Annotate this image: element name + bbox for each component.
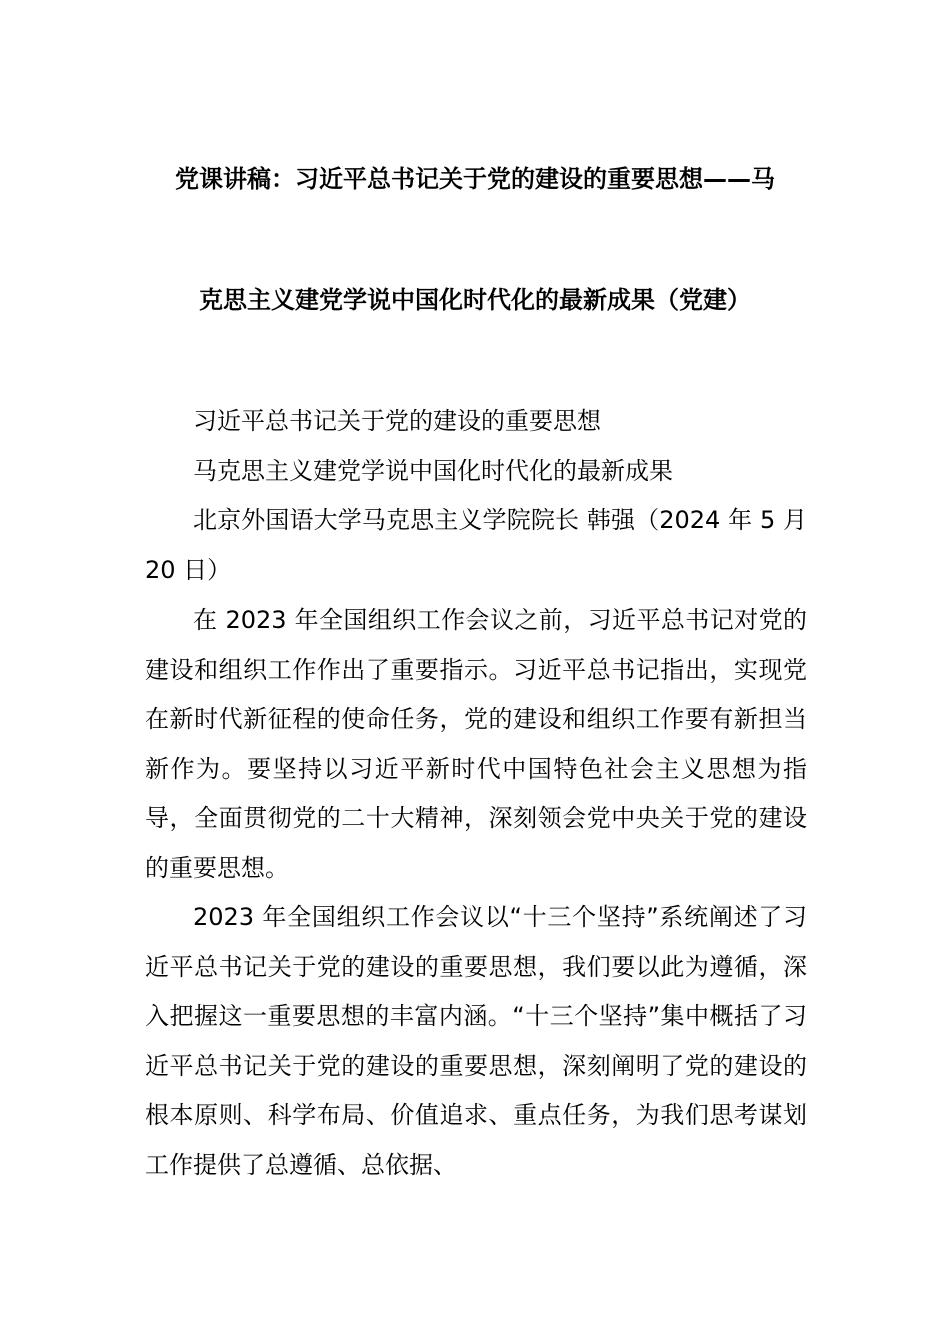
body-paragraph: 在 2023 年全国组织工作会议之前，习近平总书记对党的建设和组织工作作出了重要指示。习近平总书记指出，实现党在新时代新征程的使命任务，党的建设和组织工作要有新担当新作为。要坚持以习近平新时代中国特色社会主义思想为指导，全面贯彻党的二十大精神，深刻领会党中央关于党的建设的重要思想。 — [145, 606, 807, 882]
body-paragraph: 2023 年全国组织工作会议以“十三个坚持”系统阐述了习近平总书记关于党的建设的重要思想，我们要以此为遵循，深入把握这一重要思想的丰富内涵。“十三个坚持”集中概括了习近平总书记关于党的建设的重要思想，深刻阐明了党的建设的根本原则、科学布局、价值追求、重点任务，为我们思考谋划工作提供了总遵循、总依据、 — [145, 903, 807, 1179]
document-title-line-2: 克思主义建党学说中国化时代化的最新成果（党建） — [199, 286, 751, 314]
header-block — [145, 397, 807, 595]
paragraph-2-block — [145, 893, 807, 1190]
document-title-line-1: 党课讲稿：习近平总书记关于党的建设的重要思想——马 — [175, 165, 775, 193]
byline: 北京外国语大学马克思主义学院院长 韩强（2024 年 5 月 20 日） — [145, 506, 807, 584]
subtitle-2: 马克思主义建党学说中国化时代化的最新成果 — [193, 456, 673, 485]
paragraph-1-block — [145, 596, 807, 893]
subtitle-1: 习近平总书记关于党的建设的重要思想 — [193, 407, 601, 435]
